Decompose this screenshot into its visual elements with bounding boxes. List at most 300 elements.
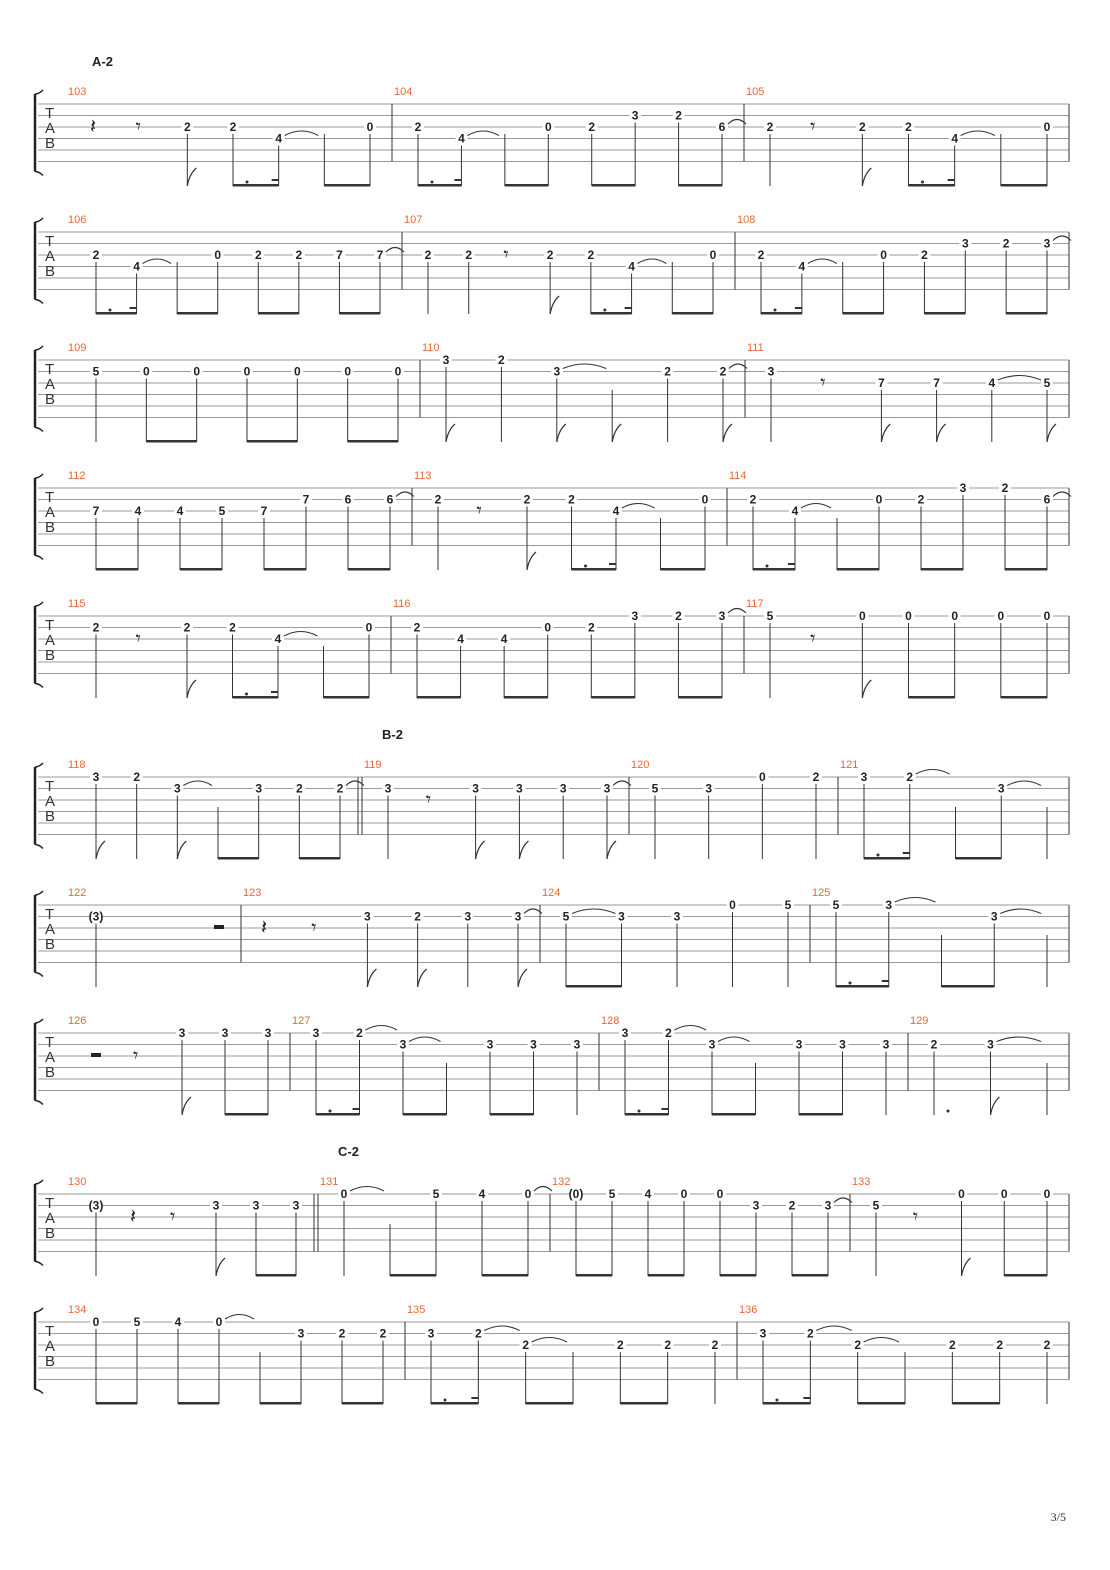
fret-number: 5 [832,898,840,912]
fret-number: 2 [183,120,191,134]
eighth-rest-icon: 𝄾 [311,915,317,939]
fret-number: 3 [427,1326,435,1341]
tie-arc [728,120,746,125]
fret-number: 0 [544,620,552,635]
eighth-flag [187,680,196,698]
measure [729,470,1071,571]
tab-clef-letter: B [45,519,56,536]
tab-clef-letter: A [45,793,56,810]
tie-arc [961,131,995,136]
beam [909,184,955,187]
measure-number: 133 [852,1176,871,1188]
beam [836,985,889,988]
beam [260,1402,301,1405]
measure-number: 116 [393,598,411,610]
fret-number: 0 [729,898,736,912]
fret-number: 3 [708,1037,716,1052]
beam [431,1402,478,1405]
fret-number: 4 [274,632,282,646]
eighth-flag [367,969,376,987]
eighth-rest-icon: 𝄾 [810,114,816,138]
measure [68,1304,389,1405]
tie-arc [1007,781,1041,786]
beam [316,1113,360,1116]
fret-number: 0 [142,364,150,379]
measure-number: 131 [320,1176,339,1188]
fret-number: 3 [882,1037,890,1052]
tab-clef-letter: B [45,1225,56,1242]
measure [68,342,404,443]
beam [864,857,910,860]
fret-number: 4 [644,1187,652,1201]
quarter-rest-icon: 𝄽 [130,1204,137,1228]
fret-number: 0 [214,248,222,262]
beam [620,1402,667,1405]
measure-number: 130 [68,1176,87,1188]
fret-number: 4 [457,632,464,646]
measure-number: 107 [404,214,423,226]
fret-number: 3 [486,1037,494,1052]
rhythm-dot [431,181,434,184]
fret-number: 2 [996,1338,1004,1352]
eighth-flag [723,424,732,442]
measure [542,887,794,988]
beam [342,1402,383,1405]
tie-arc [284,632,318,637]
fret-number: 4 [951,131,959,146]
measure-number: 109 [68,342,87,354]
fret-number: 2 [414,909,421,924]
fret-number: 3 [92,770,100,784]
rhythm-dot [444,1399,447,1402]
measure [68,214,404,315]
fret-number: 2 [788,1198,796,1213]
beam [225,1113,268,1116]
tab-clef-letter: A [45,1338,56,1355]
fret-number: 2 [917,492,925,507]
fret-number: 6 [386,492,394,507]
fret-number: 3 [621,1026,629,1040]
measure-number: 134 [68,1304,87,1316]
fret-number: 5 [1043,376,1051,390]
fret-number: 2 [587,248,595,262]
fret-number: 4 [628,259,635,274]
beam [177,312,218,315]
fret-number: 7 [260,504,268,518]
fret-number: 2 [806,1326,814,1341]
eighth-flag [991,1097,1000,1115]
measure-number: 114 [729,470,747,482]
measure [747,342,1056,442]
sixteenth-beam [609,563,616,565]
measure [910,1015,1047,1115]
fret-number: 3 [384,781,392,796]
fret-number: 2 [906,770,914,784]
eighth-flag [937,424,946,442]
fret-number: 0 [701,492,709,507]
eighth-flag [187,168,196,186]
beam [1005,568,1047,571]
page-number: 3/5 [1050,1510,1066,1524]
sixteenth-beam [948,179,955,181]
tie-arc [613,781,631,786]
measure [68,1176,302,1277]
beam [678,696,722,699]
fret-number: 5 [651,781,659,796]
measure-number: 104 [394,86,413,98]
beam [792,1274,828,1277]
measure [407,1304,721,1405]
beam [921,568,963,571]
tie-arc [729,364,747,369]
tie-arc [572,909,616,914]
tab-clef-letter: A [45,632,56,649]
fret-number: 3 [1043,236,1051,251]
measure-number: 121 [840,759,859,771]
beam [837,568,879,571]
eighth-rest-icon: 𝄾 [135,626,141,650]
tab-clef-letter: B [45,391,56,408]
fret-number: 5 [766,609,774,623]
fret-number: 0 [680,1187,688,1201]
sixteenth-beam [903,852,910,854]
measure-number: 110 [422,342,440,354]
rhythm-dot [877,854,880,857]
fret-number: 2 [522,1338,530,1352]
fret-number: 4 [791,504,799,518]
beam [339,312,380,315]
fret-number: 2 [664,1338,672,1352]
tie-arc [864,1338,899,1343]
tab-clef-letter: B [45,1064,56,1081]
fret-number: 2 [546,248,554,262]
fret-number: 3 [573,1037,581,1052]
measure [739,1304,1053,1405]
measure [243,887,542,987]
fret-number: 7 [92,504,100,518]
fret-number: 3 [252,1198,260,1213]
tab-clef-letter: A [45,376,56,393]
rhythm-dot [638,1110,641,1113]
tie-arc [1053,236,1071,241]
fret-number: 2 [498,353,505,367]
measure-number: 112 [68,470,86,482]
fret-number: (3) [88,1198,104,1213]
fret-number: 6 [344,492,352,507]
tab-clef-letter: T [45,778,55,795]
fret-number: 2 [854,1338,862,1352]
tab-clef-letter: T [45,233,55,250]
measure [292,1015,583,1116]
beam [924,312,965,315]
fret-number: 2 [675,609,682,623]
beam [720,1274,756,1277]
fret-number: 0 [709,248,717,262]
fret-number: 3 [752,1198,760,1213]
fret-number: (3) [88,909,104,924]
measure [746,598,1053,699]
beam [576,1274,612,1277]
beam [956,857,1002,860]
measure-number: 103 [68,86,87,98]
fret-number: 7 [376,248,384,262]
fret-number: 4 [500,632,508,646]
fret-number: 0 [243,364,251,379]
fret-number: 2 [92,248,100,262]
section-label: B-2 [382,727,403,742]
fret-number: 2 [766,120,774,134]
fret-number: 4 [174,1315,182,1329]
fret-number: 4 [458,131,465,146]
measure [68,86,376,187]
eighth-flag [862,680,871,698]
beam [417,696,461,699]
fret-number: 0 [1043,120,1051,134]
measure [393,598,746,699]
fret-number: 3 [631,108,639,123]
measure-number: 128 [601,1015,620,1027]
tie-arc [143,259,172,264]
tie-arc [816,1326,851,1331]
sixteenth-beam [803,1397,810,1399]
measure-number: 122 [68,887,87,899]
measure [552,1176,852,1277]
fret-number: 7 [336,248,343,262]
measure-number: 136 [739,1304,758,1316]
measure-number: 106 [68,214,87,226]
fret-number: 3 [173,781,181,796]
fret-number: 5 [432,1187,440,1201]
quarter-rest-icon: 𝄽 [261,915,268,939]
fret-number: 2 [523,492,531,507]
fret-number: (0) [568,1187,584,1201]
tab-system [35,1144,1069,1277]
beam [1001,184,1047,187]
fret-number: 5 [608,1187,616,1201]
fret-number: 2 [711,1338,719,1352]
measure-number: 119 [364,759,382,771]
tie-arc [346,781,364,786]
fret-number: 2 [133,770,141,784]
rhythm-dot [849,982,852,985]
fret-number: 3 [221,1026,229,1040]
eighth-flag [476,841,485,859]
tab-system [35,54,1069,187]
fret-number: 3 [464,909,472,924]
beam [1004,1274,1047,1277]
measure [812,887,1047,988]
beam [952,1402,999,1405]
fret-number: 3 [297,1326,305,1341]
fret-number: 4 [133,259,140,274]
measure [422,342,747,442]
tab-system [35,1304,1069,1405]
fret-number: 0 [758,770,766,784]
measure [601,1015,892,1116]
section-label: C-2 [338,1144,359,1159]
eighth-flag [881,424,890,442]
fret-number: 2 [588,120,596,134]
fret-number: 2 [434,492,442,507]
tab-clef-letter: T [45,105,55,122]
rhythm-dot [776,1399,779,1402]
beam [256,1274,296,1277]
fret-number: 2 [336,781,344,796]
beam [418,184,461,187]
eighth-flag [418,969,427,987]
measure-number: 124 [542,887,561,899]
tie-arc [801,504,831,509]
fret-number: 0 [92,1315,100,1329]
beam [258,312,299,315]
measure-number: 125 [812,887,831,899]
rhythm-dot [109,309,112,312]
beam [324,184,370,187]
fret-number: 2 [930,1037,938,1052]
beam [482,1274,528,1277]
eighth-flag [557,424,566,442]
beam [247,440,297,443]
half-rest-icon [91,1053,101,1057]
fret-number: 0 [193,364,201,379]
tie-arc [622,504,655,509]
fret-number: 2 [379,1326,387,1341]
tab-clef-letter: B [45,808,56,825]
fret-number: 0 [524,1187,532,1201]
beam [661,568,706,571]
beam [572,568,617,571]
tie-arc [895,898,936,903]
tab-clef-letter: T [45,489,55,506]
measure [414,470,711,571]
fret-number: 2 [254,248,262,262]
sixteenth-beam [662,1108,669,1110]
measure-number: 113 [414,470,432,482]
fret-number: 0 [215,1315,223,1329]
tie-arc [998,376,1041,381]
measure [394,86,746,187]
fret-number: 4 [988,376,996,390]
tie-arc [532,1338,567,1343]
tab-system [35,470,1071,571]
fret-number: 0 [880,248,887,262]
measure [68,759,364,860]
measure-number: 111 [747,342,764,354]
tie-arc [409,1037,441,1042]
eighth-flag [962,1258,971,1276]
beam [753,568,795,571]
fret-number: 3 [618,909,625,924]
fret-number: 2 [414,120,422,134]
eighth-flag [1047,424,1056,442]
tie-arc [396,492,414,497]
fret-number: 0 [858,609,866,623]
rhythm-dot [947,1110,950,1113]
beam [348,440,398,443]
tie-arc [808,259,837,264]
measure-number: 135 [407,1304,426,1316]
tab-clef-letter: A [45,1210,56,1227]
tab-clef-letter: A [45,504,56,521]
fret-number: 2 [568,492,575,507]
measure [404,214,719,315]
tab-clef-letter: T [45,1323,55,1340]
beam [233,696,279,699]
beam [712,1113,756,1116]
beam [324,696,370,699]
eighth-rest-icon: 𝄾 [170,1204,176,1228]
sixteenth-beam [353,1108,360,1110]
fret-number: 3 [472,781,479,796]
fret-number: 2 [587,620,595,635]
measure-number: 105 [746,86,765,98]
beam [761,312,802,315]
tab-clef-letter: A [45,248,56,265]
fret-number: 7 [878,376,885,390]
fret-number: 5 [784,898,792,912]
fret-number: 0 [1043,1187,1051,1201]
measure-number: 108 [737,214,756,226]
tab-clef-letter: B [45,936,56,953]
measure [746,86,1053,187]
beam [146,440,196,443]
tie-arc [1053,492,1071,497]
beam [504,696,548,699]
beam [96,1402,137,1405]
fret-number: 3 [530,1037,537,1052]
fret-number: 0 [951,609,959,623]
fret-number: 0 [1043,609,1051,623]
fret-number: 3 [885,898,893,912]
fret-number: 2 [474,1326,482,1341]
tie-arc [638,259,667,264]
beam [233,184,279,187]
fret-number: 2 [183,620,191,635]
tab-clef-letter: T [45,1034,55,1051]
eighth-rest-icon: 𝄾 [820,370,826,394]
fret-number: 3 [255,781,263,796]
tie-arc [350,1187,384,1192]
fret-number: 3 [514,909,522,924]
tie-arc [225,1315,254,1320]
fret-number: 2 [812,770,820,784]
eighth-flag [607,841,616,859]
beam [1006,312,1047,315]
eighth-flag [96,841,105,859]
fret-number: 2 [948,1338,956,1352]
eighth-rest-icon: 𝄾 [503,242,509,266]
eighth-flag [550,296,559,314]
measure-number: 117 [746,598,764,610]
fret-number: 0 [997,609,1005,623]
fret-number: 4 [612,504,620,518]
fret-number: 2 [665,1026,672,1040]
fret-number: 3 [987,1037,994,1052]
fret-number: 3 [959,481,967,495]
rhythm-dot [774,309,777,312]
measure [358,759,631,859]
fret-number: 2 [719,364,727,379]
sixteenth-beam [882,980,889,982]
fret-number: 2 [229,120,237,134]
tie-arc [997,1037,1042,1042]
beam [1001,696,1047,699]
measure-number: 126 [68,1015,87,1027]
rhythm-dot [921,181,924,184]
measure [68,470,414,571]
beam [858,1402,905,1405]
fret-number: 3 [839,1037,846,1052]
